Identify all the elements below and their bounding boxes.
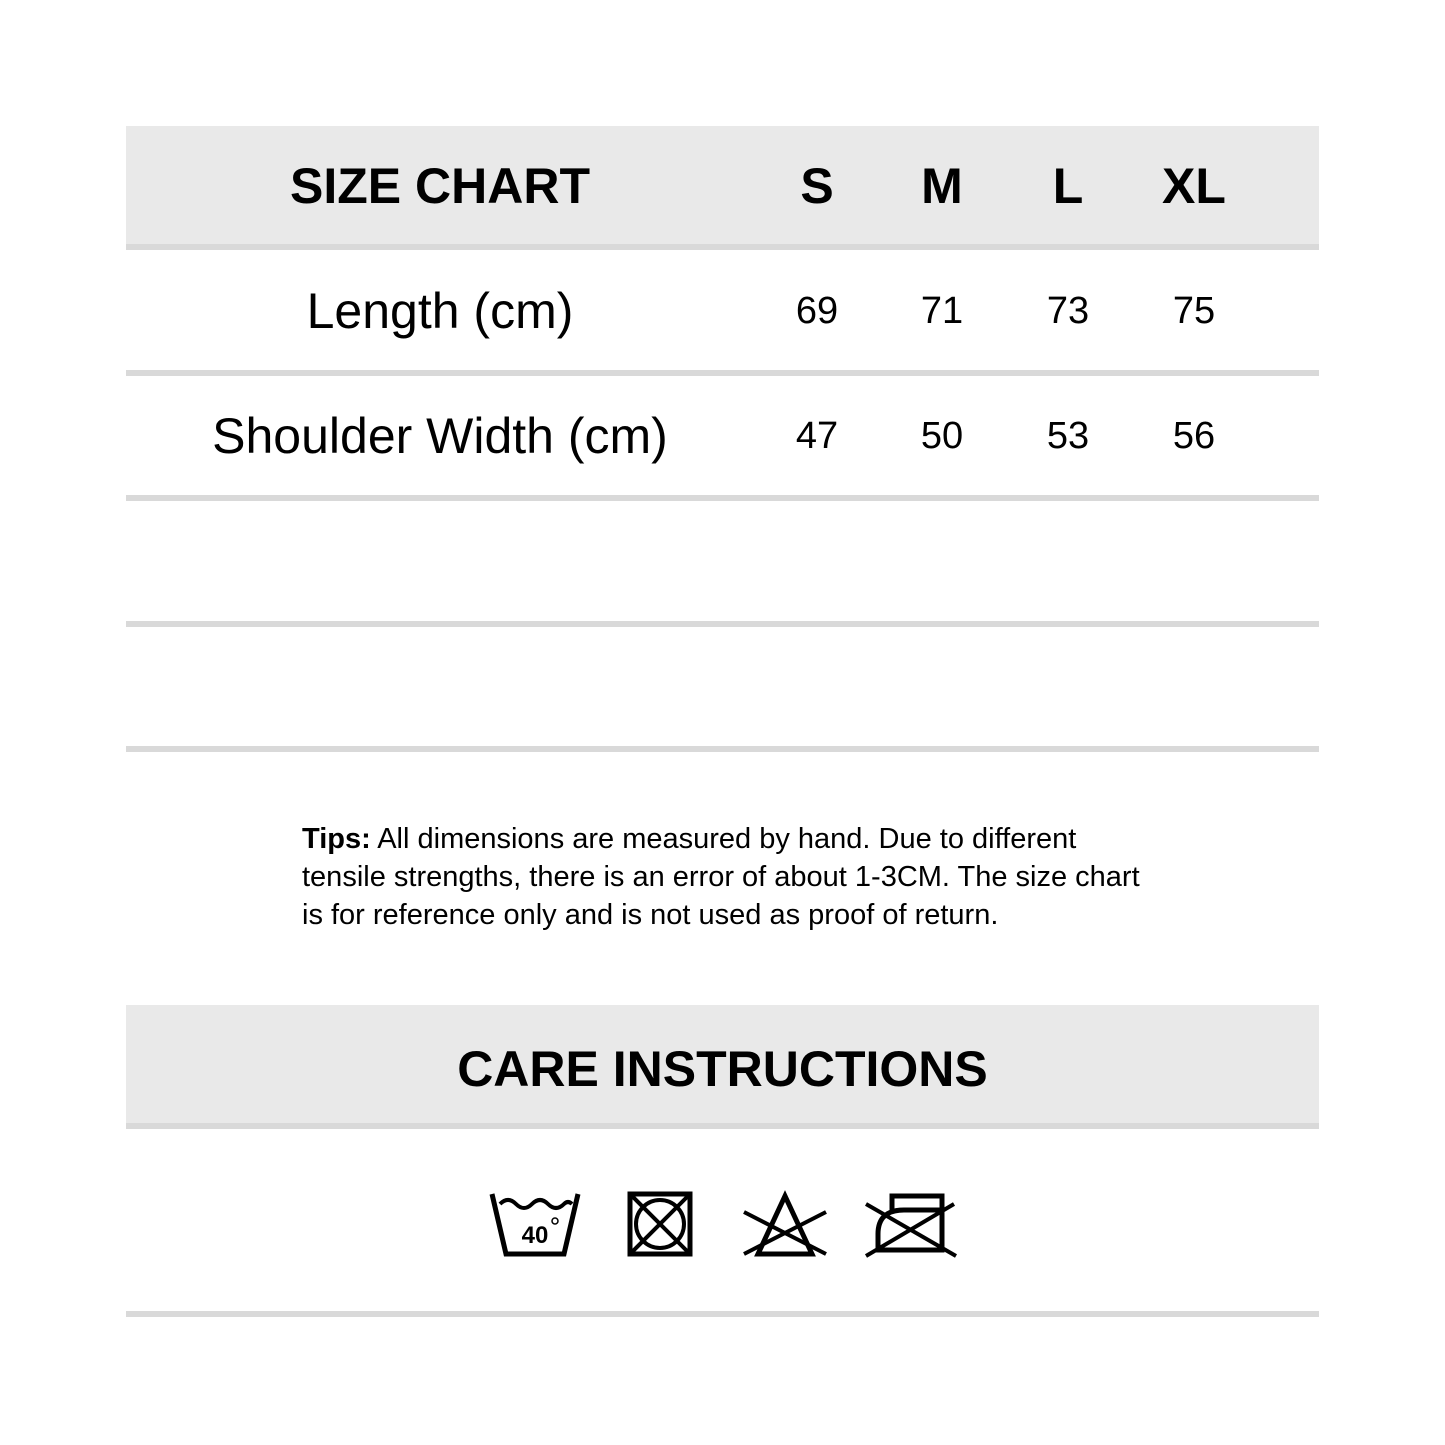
length-xl: 75 [1172,290,1216,332]
shoulder-xl: 56 [1172,415,1216,457]
length-m: 71 [920,290,964,332]
length-s: 69 [795,290,839,332]
divider [126,370,1319,376]
size-m-header: M [921,158,963,214]
care-instructions-title: CARE INSTRUCTIONS [457,1041,988,1097]
shoulder-s: 47 [795,415,839,457]
row-label-length: Length (cm) [306,283,574,339]
size-xl-header: XL [1162,158,1226,214]
length-l: 73 [1046,290,1090,332]
no-bleach-icon [740,1190,830,1260]
size-l-header: L [1052,158,1084,214]
shoulder-m: 50 [920,415,964,457]
size-s-header: S [800,158,834,214]
no-tumble-dry-icon [626,1190,694,1258]
shoulder-l: 53 [1046,415,1090,457]
wash-temp-label: 40 [521,1222,549,1249]
divider [126,495,1319,501]
tips-text [302,820,1152,934]
size-chart-title: SIZE CHART [290,158,590,214]
divider [126,746,1319,752]
divider [126,244,1319,250]
tips-body: All dimensions are measured by hand. Due to different tensile strengths, there is an error of about 1-3CM. The size chart is for reference only and is not used as proof of return. [302,823,1140,931]
tips-label: Tips: [302,823,371,855]
divider [126,1311,1319,1317]
no-iron-icon [860,1188,960,1260]
divider [126,1123,1319,1129]
divider [126,621,1319,627]
wash-40-icon [488,1188,582,1260]
row-label-shoulder-width: Shoulder Width (cm) [212,408,668,464]
